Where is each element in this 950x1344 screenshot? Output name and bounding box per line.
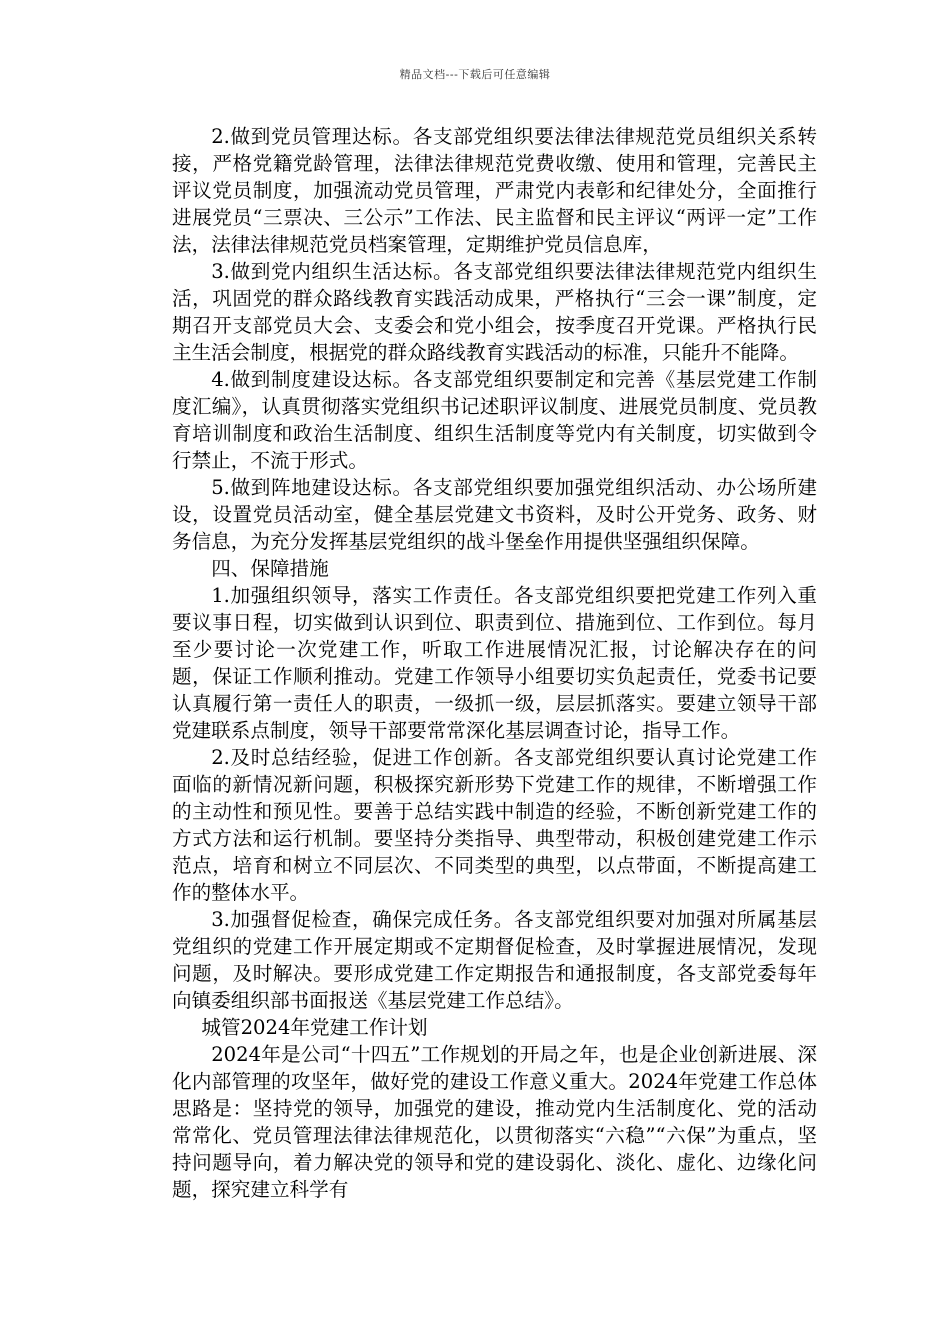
paragraph-innovation: 2.及时总结经验，促进工作创新。各支部党组织要认真讨论党建工作面临的新情况新问题，积极探究新形势下党建工作的规律，不断增强工作的主动性和预见性。要善于总结实践中制造的经验，不断创新党建工作的方式方法和运行机制。要坚持分类指导、典型带动，积极创建党建工作示范点，培育和树立不同层次、不同类型的典型，以点带面，不断提高建工作的整体水平。	[172, 746, 817, 904]
paragraph-leadership: 1.加强组织领导，落实工作责任。各支部党组织要把党建工作列入重要议事日程，切实做到认识到位、职责到位、措施到位、工作到位。每月至少要讨论一次党建工作，听取工作进展情况汇报，讨论解决存在的问题，保证工作顺利推动。党建工作领导小组要切实负起责任，党委书记要认真履行第一责任人的职责，一级抓一级，层层抓落实。要建立领导干部党建联系点制度，领导干部要常常深化基层调查讨论，指导工作。	[172, 584, 817, 742]
paragraph-organization-life: 3.做到党内组织生活达标。各支部党组织要法律法律规范党内组织生活，巩固党的群众路线教育实践活动成果，严格执行“三会一课”制度，定期召开支部党员大会、支委会和党小组会，按季度召开党课。严格执行民主生活会制度，根据党的群众路线教育实践活动的标准，只能升不能降。	[172, 260, 817, 364]
section-heading-safeguards: 四、保障措施	[211, 557, 329, 580]
paragraph-position-building: 5.做到阵地建设达标。各支部党组织要加强党组织活动、办公场所建设，设置党员活动室，健全基层党建文书资料，及时公开党务、政务、财务信息，为充分发挥基层党组织的战斗堡垒作用提供坚强组织保障。	[172, 476, 817, 553]
paragraph-supervision: 3.加强督促检查，确保完成任务。各支部党组织要对加强对所属基层党组织的党建工作开展定期或不定期督促检查，及时掌握进展情况，发现问题，及时解决。要形成党建工作定期报告和通报制度，各支部党委每年向镇委组织部书面报送《基层党建工作总结》。	[172, 908, 817, 1012]
paragraph-member-management: 2.做到党员管理达标。各支部党组织要法律法律规范党员组织关系转接，严格党籍党龄管理，法律法律规范党费收缴、使用和管理，完善民主评议党员制度，加强流动党员管理，严肃党内表彰和纪律处分，全面推行进展党员“三票决、三公示”工作法、民主监督和民主评议“两评一定”工作法，法律法律规范党员档案管理，定期维护党员信息库，	[172, 125, 817, 256]
paragraph-plan-intro: 2024年是公司“十四五”工作规划的开局之年，也是企业创新进展、深化内部管理的攻坚年，做好党的建设工作意义重大。2024年党建工作总体思路是：坚持党的领导，加强党的建设，推动党内生活制度化、党的活动常常化、党员管理法律法律规范化，以贯彻落实“六稳”“六保”为重点，坚持问题导向，着力解决党的领导和党的建设弱化、淡化、虚化、边缘化问题，探究建立科学有	[172, 1043, 817, 1201]
paragraph-system-building: 4.做到制度建设达标。各支部党组织要制定和完善《基层党建工作制度汇编》，认真贯彻落实党组织书记述职评议制度、进展党员制度、党员教育培训制度和政治生活制度、组织生活制度等党内有关制度，切实做到令行禁止，不流于形式。	[172, 368, 817, 472]
document-body	[172, 123, 817, 1203]
page-header: 精品文档---下载后可任意编辑	[399, 68, 551, 81]
document-subtitle: 城管2024年党建工作计划	[201, 1016, 428, 1039]
